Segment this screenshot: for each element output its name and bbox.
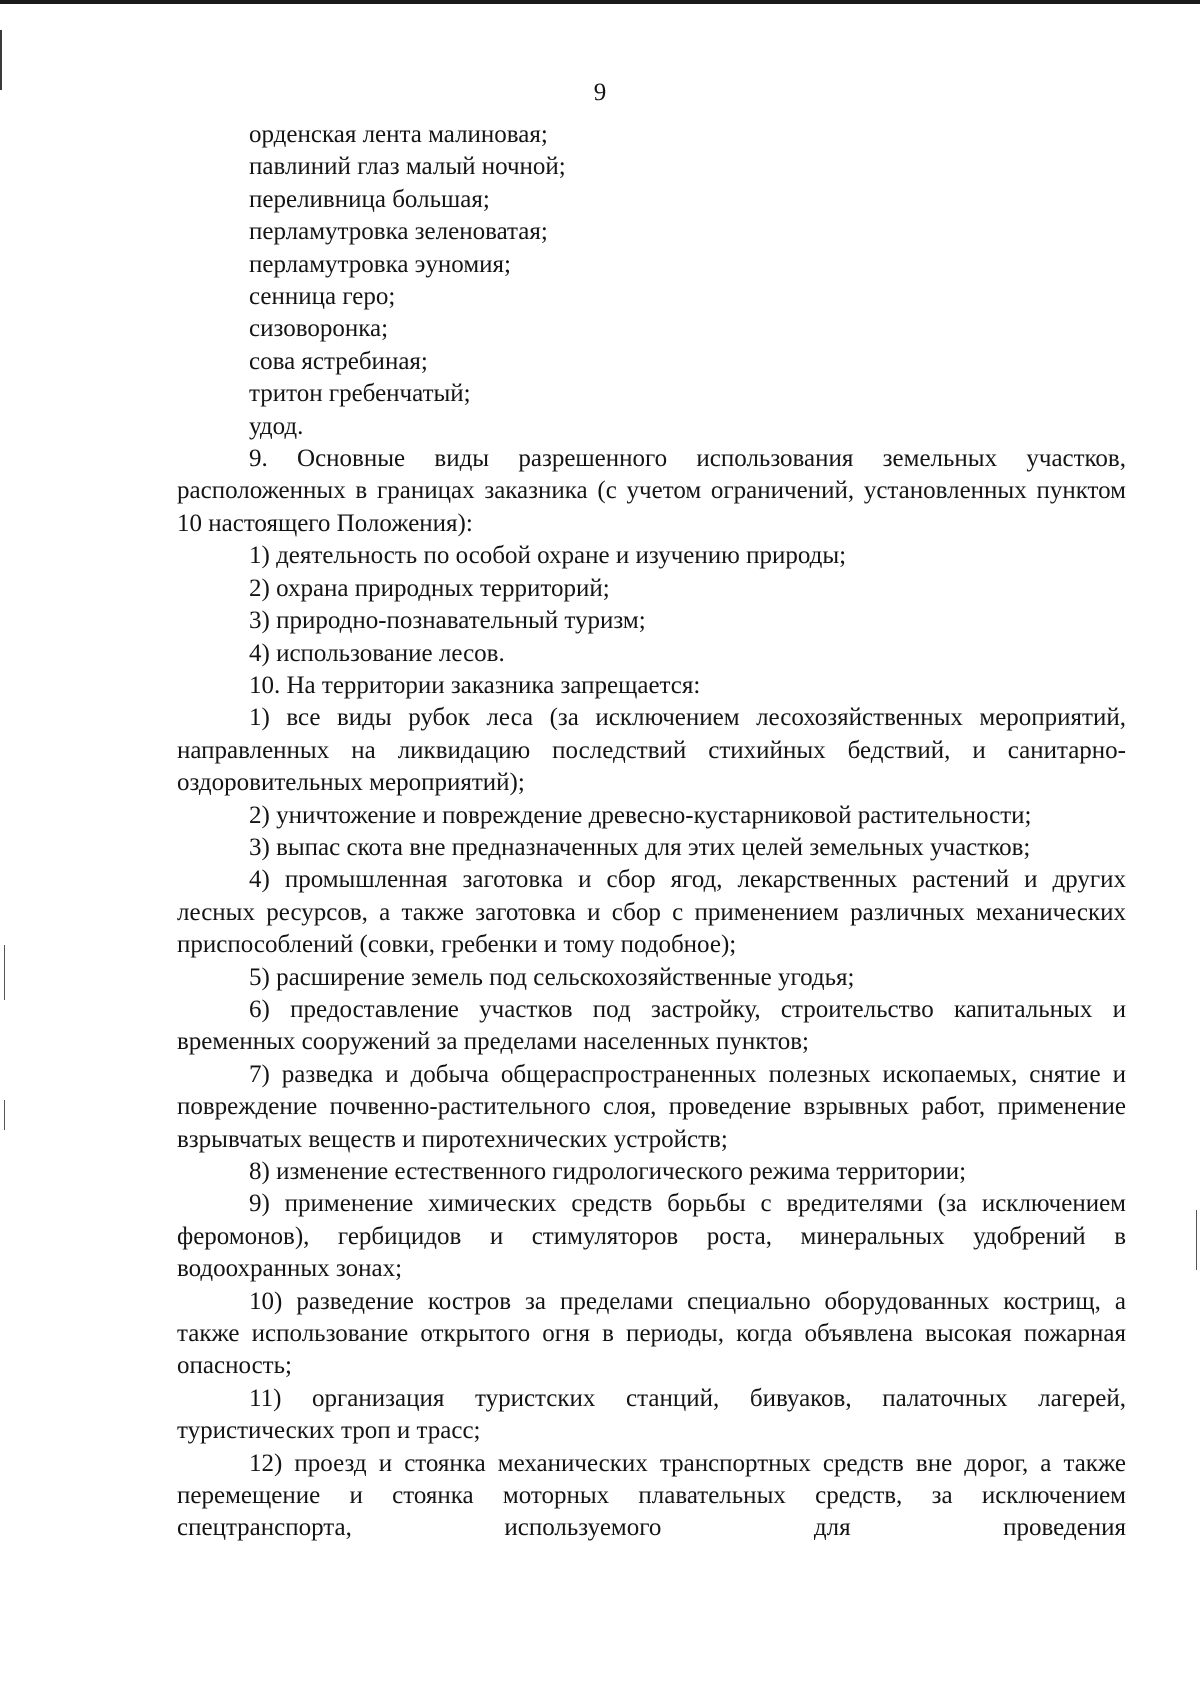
species-item: переливница большая;: [249, 185, 490, 213]
section-10-item: 8) изменение естественного гидрологического режима территории;: [249, 1158, 967, 1185]
section-9: [177, 443, 1126, 670]
species-item: павлиний глаз малый ночной;: [249, 153, 566, 181]
species-item: сизоворонка;: [249, 315, 389, 343]
section-9-item: 4) использование лесов.: [249, 639, 505, 667]
section-9-item: 3) природно-познавательный туризм;: [249, 607, 646, 635]
section-10-item: 11) организация туристских станций, бивуаков, палаточных лагерей, туристических троп и трасс;: [177, 1384, 1126, 1445]
section-10-item: 9) применение химических средств борьбы с вредителями (за исключением феромонов), гербицидов и стимуляторов роста, минеральных удобрений в водоохранных зонах;: [177, 1190, 1126, 1283]
scan-margin-mark: [4, 945, 5, 1000]
scan-top-border: [0, 0, 1200, 4]
section-10-intro: 10. На территории заказника запрещается:: [249, 671, 701, 699]
section-10-item: 12) проезд и стоянка механических транспортных средств вне дорог, а также перемещение и стоянка моторных плавательных средств, за исключением спецтранспорта, используемого для проведения: [177, 1449, 1126, 1542]
section-9-item: 2) охрана природных территорий;: [249, 574, 610, 602]
section-9-intro: 9. Основные виды разрешенного использования земельных участков, расположенных в границах заказника (с учетом ограничений, установленных пунктом 10 настоящего Положения):: [177, 445, 1126, 537]
section-10: [177, 670, 1126, 1545]
species-item: тритон гребенчатый;: [249, 380, 471, 408]
species-item: сова ястребиная;: [249, 347, 428, 375]
section-9-item: 1) деятельность по особой охране и изучению природы;: [249, 542, 847, 570]
species-item: орденская лента малиновая;: [249, 121, 548, 148]
section-10-item: 5) расширение земель под сельскохозяйственные угодья;: [249, 963, 855, 991]
species-item: сенница геро;: [249, 283, 396, 311]
section-10-item: 1) все виды рубок леса (за исключением лесохозяйственных мероприятий, направленных на ликвидацию последствий стихийных бедствий, и санитарно-оздоровительных мероприятий);: [177, 704, 1126, 797]
section-10-item: 7) разведка и добыча общераспространенных полезных ископаемых, снятие и повреждение почвенно-растительного слоя, проведение взрывных работ, применение взрывчатых веществ и пиротехнических устройств;: [177, 1060, 1126, 1153]
section-10-item: 10) разведение костров за пределами специально оборудованных кострищ, а также использование открытого огня в периоды, когда объявлена высокая пожарная опасность;: [177, 1287, 1126, 1380]
scan-margin-mark: [1196, 1210, 1197, 1270]
species-item: перламутровка зеленоватая;: [249, 218, 548, 246]
section-10-item: 3) выпас скота вне предназначенных для этих целей земельных участков;: [249, 833, 1031, 861]
page-number: 9: [593, 79, 607, 106]
document-body: [177, 119, 1126, 1545]
species-item: удод.: [249, 412, 304, 440]
species-item: перламутровка эуномия;: [249, 250, 511, 278]
section-10-item: 4) промышленная заготовка и сбор ягод, лекарственных растений и других лесных ресурсов, а также заготовка и сбор с применением различных механических приспособлений (совки, гребенки и тому подобное);: [177, 866, 1126, 959]
section-10-item: 6) предоставление участков под застройку, строительство капитальных и временных сооружений за пределами населенных пунктов;: [177, 995, 1126, 1056]
section-10-item: 2) уничтожение и повреждение древесно-кустарниковой растительности;: [249, 801, 1032, 829]
scan-margin-mark: [4, 1100, 5, 1130]
species-list: [177, 119, 1126, 443]
